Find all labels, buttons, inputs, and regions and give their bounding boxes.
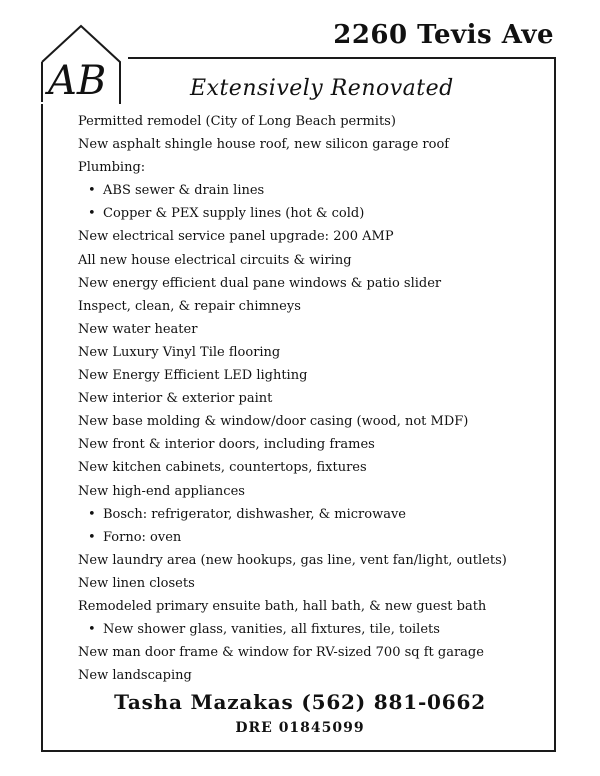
list-item: All new house electrical circuits & wiring bbox=[78, 252, 352, 268]
list-item: New linen closets bbox=[78, 575, 195, 591]
list-item: Inspect, clean, & repair chimneys bbox=[78, 298, 301, 314]
house-logo bbox=[38, 22, 128, 104]
list-item: Remodeled primary ensuite bath, hall bath, & new guest bath bbox=[78, 598, 487, 614]
list-item: Plumbing: bbox=[78, 160, 146, 176]
agent-contact: Tasha Mazakas (562) 881-0662 bbox=[114, 690, 486, 714]
sub-list-item: • Bosch: refrigerator, dishwasher, & microwave bbox=[78, 503, 548, 526]
logo-monogram: AB bbox=[48, 58, 107, 104]
sub-list-item: • Forno: oven bbox=[78, 526, 548, 549]
license-number: DRE 01845099 bbox=[235, 720, 365, 736]
list-item: New energy efficient dual pane windows & patio slider bbox=[78, 275, 442, 291]
list-item: New base molding & window/door casing (wood, not MDF) bbox=[78, 414, 469, 430]
list-item: New high-end appliances bbox=[78, 483, 245, 499]
property-address: 2260 Tevis Ave bbox=[333, 20, 554, 50]
list-item: New Luxury Vinyl Tile flooring bbox=[78, 344, 281, 360]
list-item: New kitchen cabinets, countertops, fixtures bbox=[78, 460, 367, 476]
list-item: New interior & exterior paint bbox=[78, 391, 273, 407]
sub-list-item: • Copper & PEX supply lines (hot & cold) bbox=[78, 202, 548, 225]
list-item: New Energy Efficient LED lighting bbox=[78, 368, 308, 384]
list-item: New asphalt shingle house roof, new silicon garage roof bbox=[78, 137, 450, 153]
list-item: New landscaping bbox=[78, 668, 192, 684]
sub-list-item: • New shower glass, vanities, all fixtures, tile, toilets bbox=[78, 618, 548, 641]
renovation-list bbox=[78, 110, 548, 687]
list-item: New front & interior doors, including frames bbox=[78, 437, 375, 453]
list-item: New water heater bbox=[78, 321, 198, 337]
list-item: New laundry area (new hookups, gas line, vent fan/light, outlets) bbox=[78, 552, 507, 568]
sub-list-item: • ABS sewer & drain lines bbox=[78, 179, 548, 202]
list-item: New electrical service panel upgrade: 200 AMP bbox=[78, 229, 394, 245]
list-item: New man door frame & window for RV-sized 700 sq ft garage bbox=[78, 645, 484, 661]
list-item: Permitted remodel (City of Long Beach permits) bbox=[78, 114, 396, 129]
page-heading: Extensively Renovated bbox=[190, 76, 454, 101]
